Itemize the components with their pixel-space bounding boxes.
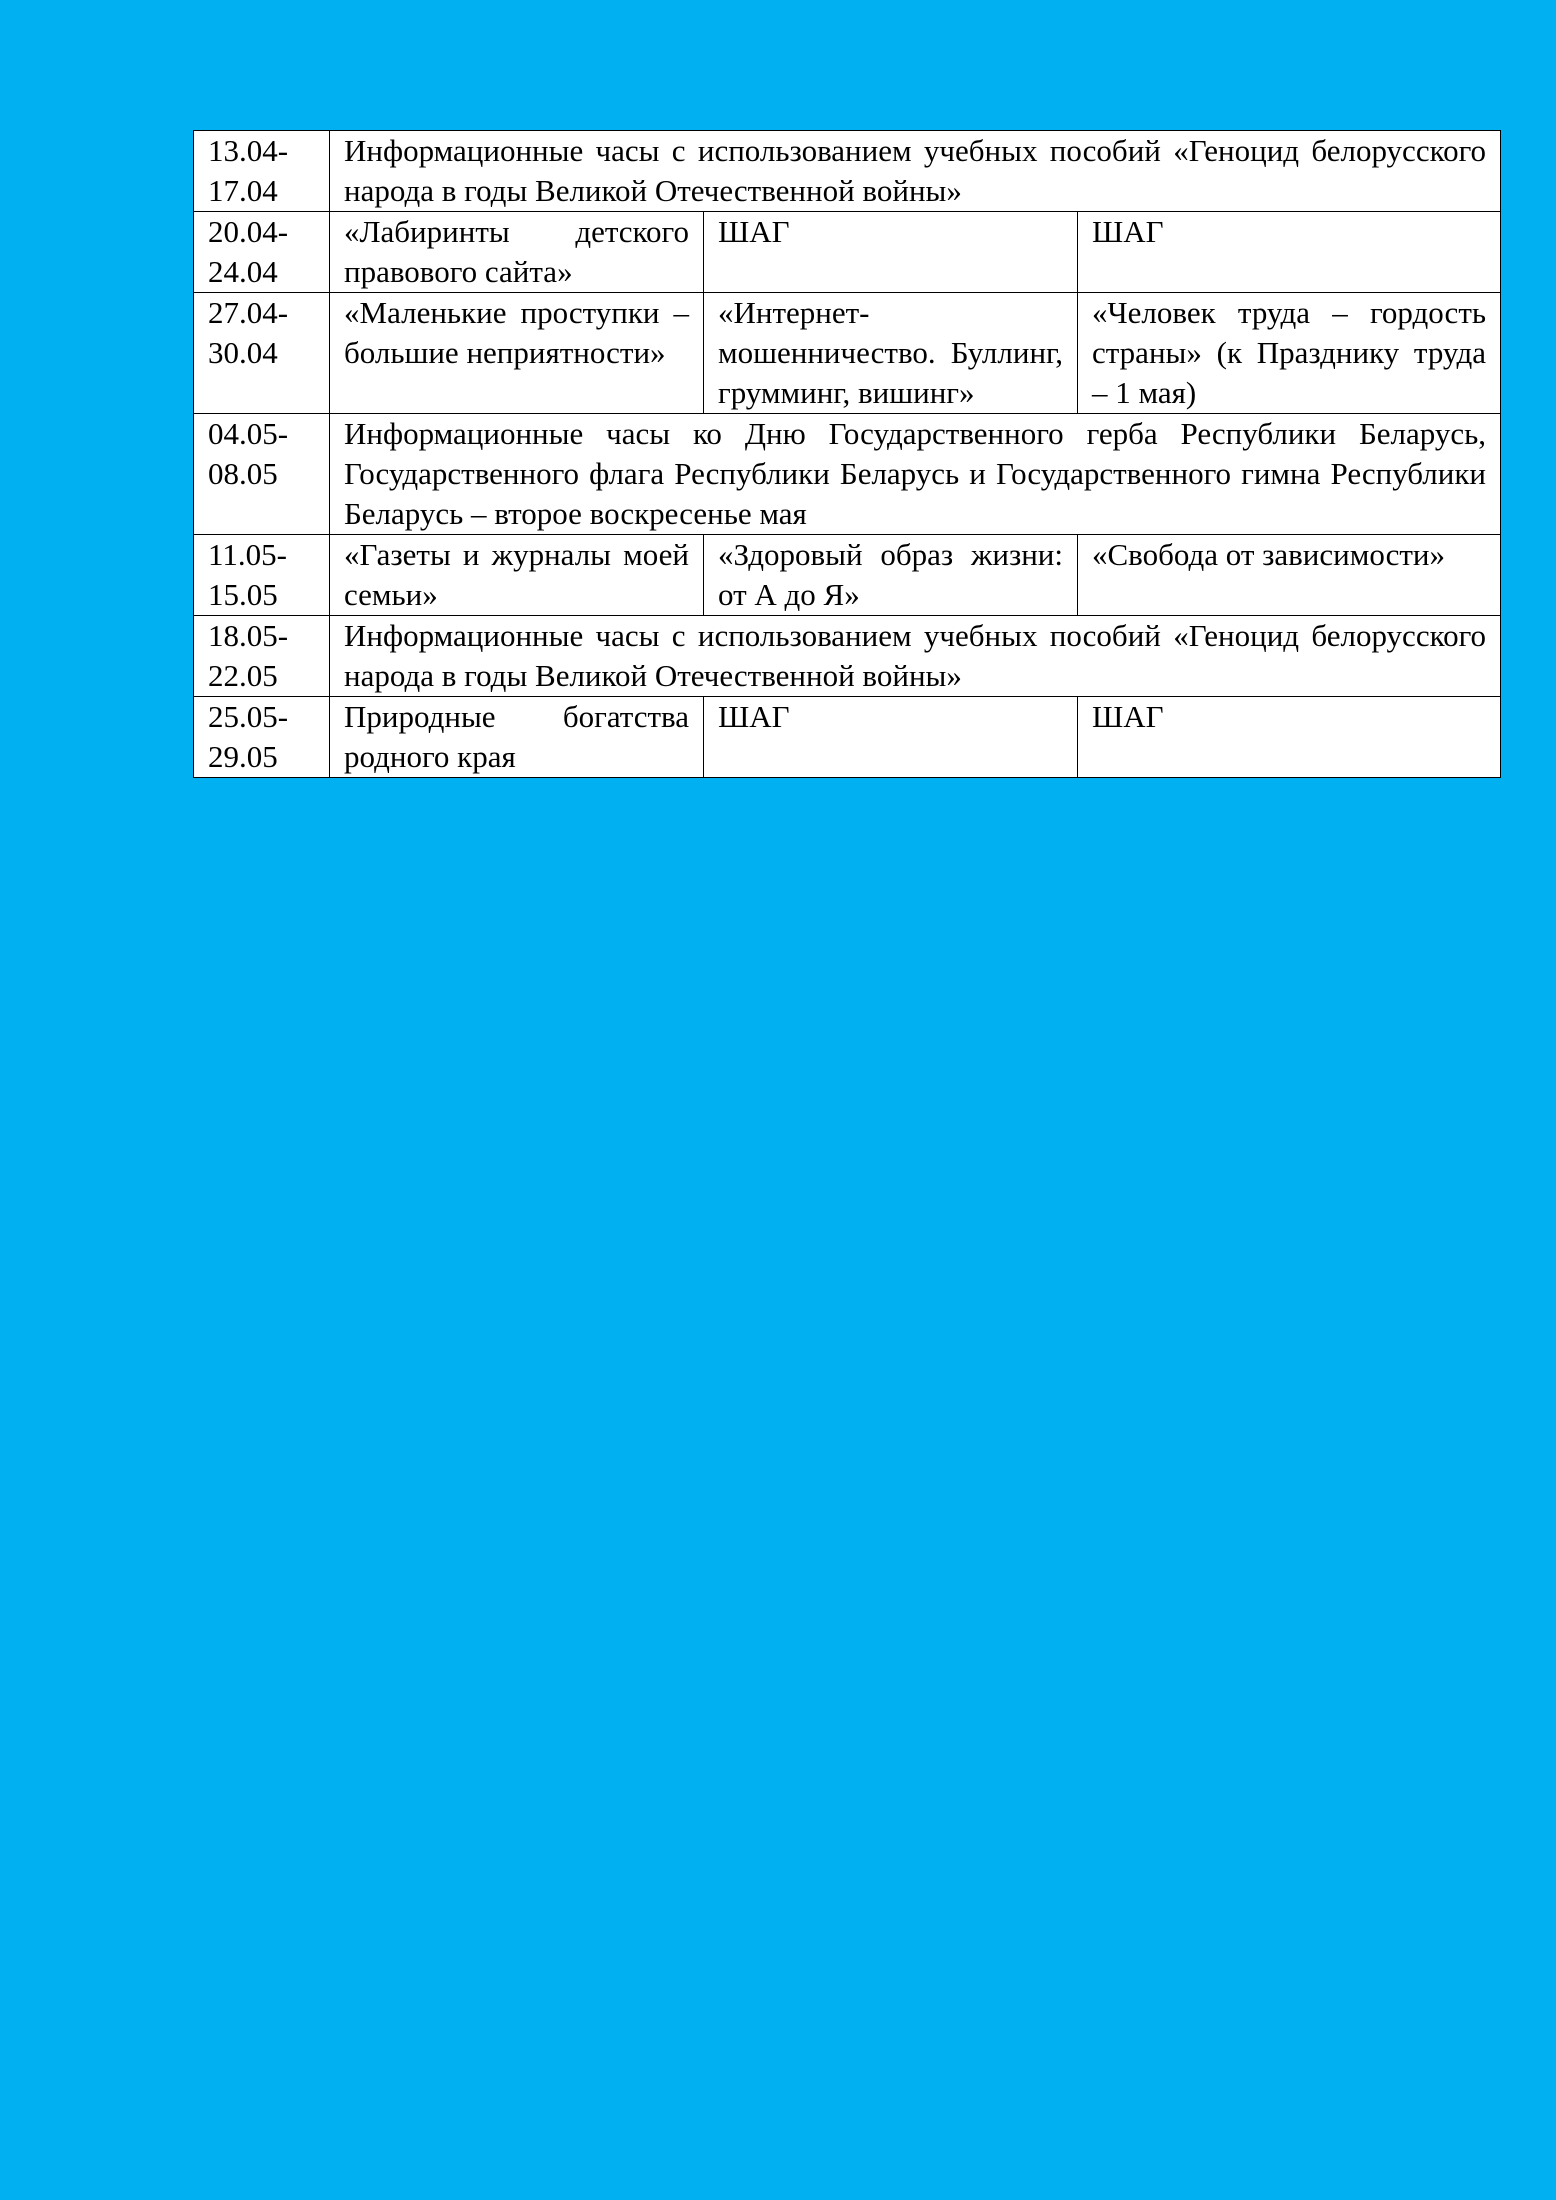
event-cell-full: Информационные часы с использованием учебных пособий «Геноцид белорусского народа в годы Великой Отечественной войны» xyxy=(330,616,1501,697)
date-cell: 18.05- 22.05 xyxy=(194,616,330,697)
table-row xyxy=(194,697,1501,778)
event-cell: ШАГ xyxy=(1078,212,1501,293)
event-cell: ШАГ xyxy=(704,697,1078,778)
event-cell: ШАГ xyxy=(704,212,1078,293)
event-cell: «Здоровый образ жизни: от А до Я» xyxy=(704,535,1078,616)
date-cell: 11.05- 15.05 xyxy=(194,535,330,616)
event-cell-full: Информационные часы ко Дню Государственного герба Республики Беларусь, Государственного флага Республики Беларусь и Государственного гимна Республики Беларусь – второе воскресенье мая xyxy=(330,414,1501,535)
date-cell: 25.05- 29.05 xyxy=(194,697,330,778)
date-cell: 27.04- 30.04 xyxy=(194,293,330,414)
table-row xyxy=(194,414,1501,535)
event-cell-full: Информационные часы с использованием учебных пособий «Геноцид белорусского народа в годы Великой Отечественной войны» xyxy=(330,131,1501,212)
date-cell: 04.05- 08.05 xyxy=(194,414,330,535)
event-cell: «Свобода от зависимости» xyxy=(1078,535,1501,616)
table-row xyxy=(194,535,1501,616)
event-cell: «Человек труда – гордость страны» (к Празднику труда – 1 мая) xyxy=(1078,293,1501,414)
schedule-table xyxy=(193,130,1501,778)
event-cell: ШАГ xyxy=(1078,697,1501,778)
event-cell: «Лабиринты детского правового сайта» xyxy=(330,212,704,293)
date-cell: 13.04- 17.04 xyxy=(194,131,330,212)
date-cell: 20.04- 24.04 xyxy=(194,212,330,293)
table-row xyxy=(194,616,1501,697)
event-cell: «Газеты и журналы моей семьи» xyxy=(330,535,704,616)
table-row xyxy=(194,293,1501,414)
event-cell: Природные богатства родного края xyxy=(330,697,704,778)
table-row xyxy=(194,212,1501,293)
event-cell: «Интернет-мошенничество. Буллинг, грумминг, вишинг» xyxy=(704,293,1078,414)
table-row xyxy=(194,131,1501,212)
event-cell: «Маленькие проступки – большие неприятности» xyxy=(330,293,704,414)
